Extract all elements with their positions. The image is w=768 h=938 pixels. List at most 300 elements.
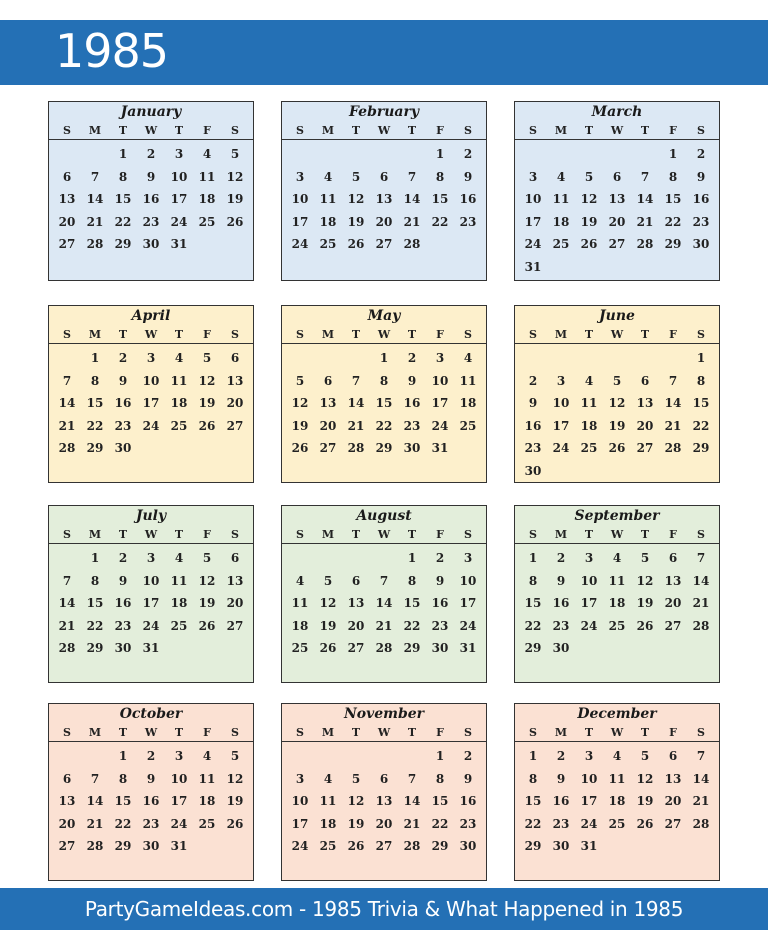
weekday-label: W [144,726,158,739]
day-cell: 18 [580,418,598,433]
weekday-label: S [529,528,537,541]
day-cell: 15 [114,794,132,808]
day-cell: 22 [524,618,542,633]
day-cell: 11 [459,373,477,388]
day-cell: 26 [226,816,244,831]
weekday-label: T [407,528,417,541]
day-cell: 26 [319,641,337,655]
weekday-label: S [464,528,472,541]
empty-cell [342,745,370,768]
day-cell: 4 [174,551,184,565]
day-cell: 28 [58,641,76,655]
weekday-label: M [88,328,102,341]
day-cell: 8 [528,573,538,588]
day-cell: 2 [146,749,156,763]
day-cell: 27 [58,237,76,251]
day-cell: 17 [524,214,542,229]
day-cell: 30 [142,839,160,853]
month-april [48,305,254,483]
day-cell: 10 [291,794,309,808]
month-name: November [343,706,425,722]
day-cell: 23 [142,816,160,831]
weekday-label: F [203,726,211,739]
weekday-label: F [436,528,444,541]
day-cell: 30 [552,641,570,655]
empty-cell [575,347,603,370]
day-cell: 12 [226,771,244,786]
day-cell: 1 [407,551,417,565]
day-cell: 14 [347,396,365,410]
weekday-label: T [584,726,594,739]
day-cell: 7 [351,373,361,388]
weekday-label: S [529,124,537,137]
weekday-header [515,724,719,742]
day-cell: 6 [62,771,72,786]
day-cell: 10 [552,396,570,410]
weekday-label: T [584,528,594,541]
day-cell: 7 [407,771,417,786]
weekday-label: W [377,528,391,541]
day-cell: 30 [459,839,477,853]
day-cell: 20 [347,618,365,633]
weekday-label: S [529,726,537,739]
day-cell: 1 [668,147,678,161]
month-november [281,703,487,881]
day-cell: 21 [86,816,104,831]
empty-cell [81,143,109,166]
day-cell: 28 [86,839,104,853]
empty-cell [370,745,398,768]
weekday-header [282,122,486,140]
day-cell: 26 [226,214,244,229]
day-cell: 18 [319,816,337,831]
empty-cell [286,547,314,570]
day-cell: 7 [379,573,389,588]
day-cell: 14 [58,596,76,610]
day-cell: 1 [435,147,445,161]
weekday-label: T [351,124,361,137]
day-cell: 7 [696,749,706,763]
day-cell: 27 [375,237,393,251]
day-cell: 10 [580,573,598,588]
day-cell: 4 [584,373,594,388]
weekday-label: M [554,124,568,137]
day-cell: 12 [319,596,337,610]
day-cell: 29 [524,839,542,853]
day-cell: 26 [580,237,598,251]
day-cell: 17 [142,396,160,410]
day-cell: 3 [146,351,156,365]
day-cell: 8 [379,373,389,388]
day-cell: 5 [351,169,361,184]
day-cell: 8 [90,573,100,588]
day-cell: 9 [146,169,156,184]
weekday-label: S [697,124,705,137]
day-cell: 19 [198,596,216,610]
day-cell: 3 [295,169,305,184]
day-cell: 23 [524,441,542,455]
month-name: July [135,508,167,524]
day-cell: 23 [552,816,570,831]
day-cell: 6 [379,169,389,184]
day-cell: 6 [62,169,72,184]
day-cell: 12 [226,169,244,184]
day-cell: 25 [552,237,570,251]
day-cell: 20 [226,396,244,410]
weekday-header [515,122,719,140]
day-cell: 19 [226,794,244,808]
day-cell: 9 [556,573,566,588]
day-cell: 9 [463,771,473,786]
weekday-label: S [296,726,304,739]
empty-cell [314,143,342,166]
weekday-header [49,526,253,544]
weekday-header [282,526,486,544]
day-cell: 7 [668,373,678,388]
month-may [281,305,487,483]
empty-cell [370,143,398,166]
day-cell: 18 [170,596,188,610]
day-cell: 14 [692,771,710,786]
day-cell: 6 [379,771,389,786]
day-cell: 19 [580,214,598,229]
month-september [514,505,720,683]
weekday-label: M [321,528,335,541]
day-cell: 3 [463,551,473,565]
empty-cell [575,143,603,166]
day-cell: 29 [114,237,132,251]
day-cell: 24 [291,839,309,853]
day-cell: 15 [524,596,542,610]
day-cell: 12 [636,573,654,588]
weekday-label: M [554,528,568,541]
day-cell: 25 [319,237,337,251]
empty-cell [398,745,426,768]
day-cell: 27 [664,618,682,633]
weekday-label: T [640,726,650,739]
day-cell: 2 [463,749,473,763]
day-cell: 16 [459,794,477,808]
weekday-label: F [669,328,677,341]
day-cell: 26 [198,618,216,633]
day-cell: 3 [174,147,184,161]
empty-cell [286,143,314,166]
day-cell: 30 [114,441,132,455]
day-cell: 7 [62,573,72,588]
day-cell: 13 [664,771,682,786]
day-cell: 9 [528,396,538,410]
day-cell: 16 [524,418,542,433]
day-grid [49,344,253,460]
day-cell: 15 [375,396,393,410]
month-name: January [120,104,182,120]
empty-cell [314,347,342,370]
day-cell: 15 [431,192,449,206]
day-cell: 14 [692,573,710,588]
day-cell: 16 [403,396,421,410]
weekday-label: T [407,124,417,137]
day-cell: 11 [170,373,188,388]
weekday-label: S [231,328,239,341]
day-cell: 6 [612,169,622,184]
day-cell: 6 [230,351,240,365]
empty-cell [659,347,687,370]
day-cell: 24 [431,418,449,433]
day-cell: 2 [556,551,566,565]
day-cell: 24 [142,418,160,433]
weekday-label: T [584,124,594,137]
day-cell: 9 [463,169,473,184]
day-cell: 17 [580,596,598,610]
day-cell: 19 [636,596,654,610]
empty-cell [53,745,81,768]
day-cell: 20 [608,214,626,229]
day-cell: 20 [226,596,244,610]
day-cell: 1 [90,551,100,565]
weekday-header [515,326,719,344]
day-cell: 24 [459,618,477,633]
day-cell: 25 [580,441,598,455]
day-cell: 17 [291,816,309,831]
day-cell: 24 [524,237,542,251]
day-cell: 3 [146,551,156,565]
day-cell: 20 [375,214,393,229]
day-cell: 20 [375,816,393,831]
month-name: April [131,308,171,324]
day-cell: 27 [226,418,244,433]
weekday-label: F [203,124,211,137]
day-cell: 26 [636,816,654,831]
empty-cell [519,143,547,166]
day-cell: 4 [202,147,212,161]
weekday-label: M [321,726,335,739]
day-cell: 8 [435,771,445,786]
day-cell: 6 [668,749,678,763]
day-cell: 4 [556,169,566,184]
page-title: 1985 [55,24,169,78]
weekday-label: T [407,726,417,739]
day-cell: 26 [347,237,365,251]
day-cell: 5 [640,749,650,763]
month-february [281,101,487,281]
day-cell: 4 [174,351,184,365]
day-cell: 21 [58,418,76,433]
day-cell: 9 [146,771,156,786]
day-cell: 1 [90,351,100,365]
footer-bar [0,888,768,930]
day-cell: 8 [696,373,706,388]
day-cell: 24 [552,441,570,455]
weekday-label: W [377,726,391,739]
day-cell: 16 [142,794,160,808]
day-cell: 21 [636,214,654,229]
weekday-label: T [640,124,650,137]
day-cell: 13 [226,373,244,388]
month-name: June [599,308,635,324]
day-cell: 14 [664,396,682,410]
day-cell: 13 [226,573,244,588]
day-cell: 10 [142,573,160,588]
day-cell: 21 [403,214,421,229]
weekday-label: W [144,124,158,137]
weekday-label: T [118,328,128,341]
day-cell: 9 [118,373,128,388]
day-cell: 15 [86,396,104,410]
weekday-header [49,122,253,140]
day-cell: 26 [636,618,654,633]
day-cell: 20 [319,418,337,433]
day-cell: 28 [58,441,76,455]
day-cell: 29 [431,839,449,853]
day-cell: 28 [86,237,104,251]
day-cell: 30 [692,237,710,251]
month-name: May [367,308,401,324]
day-cell: 23 [142,214,160,229]
day-cell: 2 [528,373,538,388]
day-cell: 11 [198,771,216,786]
month-october [48,703,254,881]
weekday-label: F [669,124,677,137]
weekday-label: S [697,726,705,739]
day-cell: 25 [608,816,626,831]
weekday-label: T [174,726,184,739]
empty-cell [53,347,81,370]
weekday-label: T [640,528,650,541]
day-cell: 8 [118,771,128,786]
empty-cell [631,347,659,370]
day-cell: 31 [431,441,449,455]
day-cell: 16 [552,794,570,808]
day-cell: 14 [375,596,393,610]
day-cell: 25 [198,816,216,831]
day-cell: 20 [58,816,76,831]
day-cell: 25 [198,214,216,229]
day-cell: 12 [291,396,309,410]
day-cell: 20 [664,596,682,610]
day-cell: 1 [118,749,128,763]
day-cell: 11 [608,573,626,588]
day-cell: 24 [580,816,598,831]
day-cell: 2 [118,351,128,365]
weekday-label: T [118,726,128,739]
day-cell: 21 [347,418,365,433]
day-cell: 21 [86,214,104,229]
day-cell: 11 [552,192,570,206]
day-cell: 29 [524,641,542,655]
weekday-label: S [464,124,472,137]
day-cell: 23 [114,618,132,633]
weekday-header [282,724,486,742]
day-cell: 2 [146,147,156,161]
day-cell: 21 [692,596,710,610]
day-cell: 17 [291,214,309,229]
month-december [514,703,720,881]
day-grid [282,140,486,256]
weekday-label: F [669,726,677,739]
weekday-label: T [118,124,128,137]
day-cell: 22 [431,816,449,831]
day-cell: 22 [86,418,104,433]
day-cell: 13 [58,192,76,206]
day-cell: 6 [230,551,240,565]
weekday-label: F [203,328,211,341]
day-cell: 18 [198,794,216,808]
day-cell: 11 [198,169,216,184]
day-cell: 27 [319,441,337,455]
day-grid [282,742,486,858]
day-cell: 16 [431,596,449,610]
day-cell: 1 [435,749,445,763]
empty-cell [631,143,659,166]
day-cell: 14 [403,192,421,206]
day-cell: 23 [459,214,477,229]
day-cell: 7 [407,169,417,184]
day-cell: 15 [524,794,542,808]
day-cell: 26 [291,441,309,455]
day-cell: 30 [552,839,570,853]
day-grid [515,344,719,482]
day-cell: 5 [295,373,305,388]
day-cell: 29 [86,441,104,455]
day-cell: 11 [291,596,309,610]
day-cell: 16 [459,192,477,206]
day-cell: 13 [608,192,626,206]
day-cell: 10 [170,771,188,786]
day-cell: 10 [524,192,542,206]
day-cell: 19 [608,418,626,433]
day-cell: 13 [347,596,365,610]
day-grid [515,544,719,660]
day-cell: 15 [692,396,710,410]
day-cell: 6 [351,573,361,588]
day-cell: 23 [692,214,710,229]
day-cell: 1 [528,551,538,565]
day-cell: 1 [118,147,128,161]
empty-cell [603,143,631,166]
empty-cell [370,547,398,570]
day-cell: 18 [170,396,188,410]
weekday-label: M [88,124,102,137]
day-grid [49,742,253,858]
day-cell: 7 [90,169,100,184]
weekday-label: F [436,726,444,739]
day-cell: 13 [636,396,654,410]
day-cell: 21 [692,794,710,808]
day-cell: 22 [692,418,710,433]
day-cell: 8 [528,771,538,786]
day-cell: 28 [692,816,710,831]
day-cell: 5 [202,351,212,365]
weekday-label: W [144,328,158,341]
day-cell: 7 [62,373,72,388]
empty-cell [519,347,547,370]
weekday-label: S [296,124,304,137]
day-cell: 10 [170,169,188,184]
weekday-label: S [529,328,537,341]
day-cell: 18 [608,794,626,808]
day-cell: 10 [459,573,477,588]
day-cell: 16 [692,192,710,206]
day-cell: 8 [435,169,445,184]
day-cell: 5 [640,551,650,565]
weekday-label: W [377,124,391,137]
day-cell: 18 [319,214,337,229]
day-cell: 23 [431,618,449,633]
day-cell: 2 [118,551,128,565]
day-cell: 30 [431,641,449,655]
day-cell: 25 [170,418,188,433]
empty-cell [286,745,314,768]
